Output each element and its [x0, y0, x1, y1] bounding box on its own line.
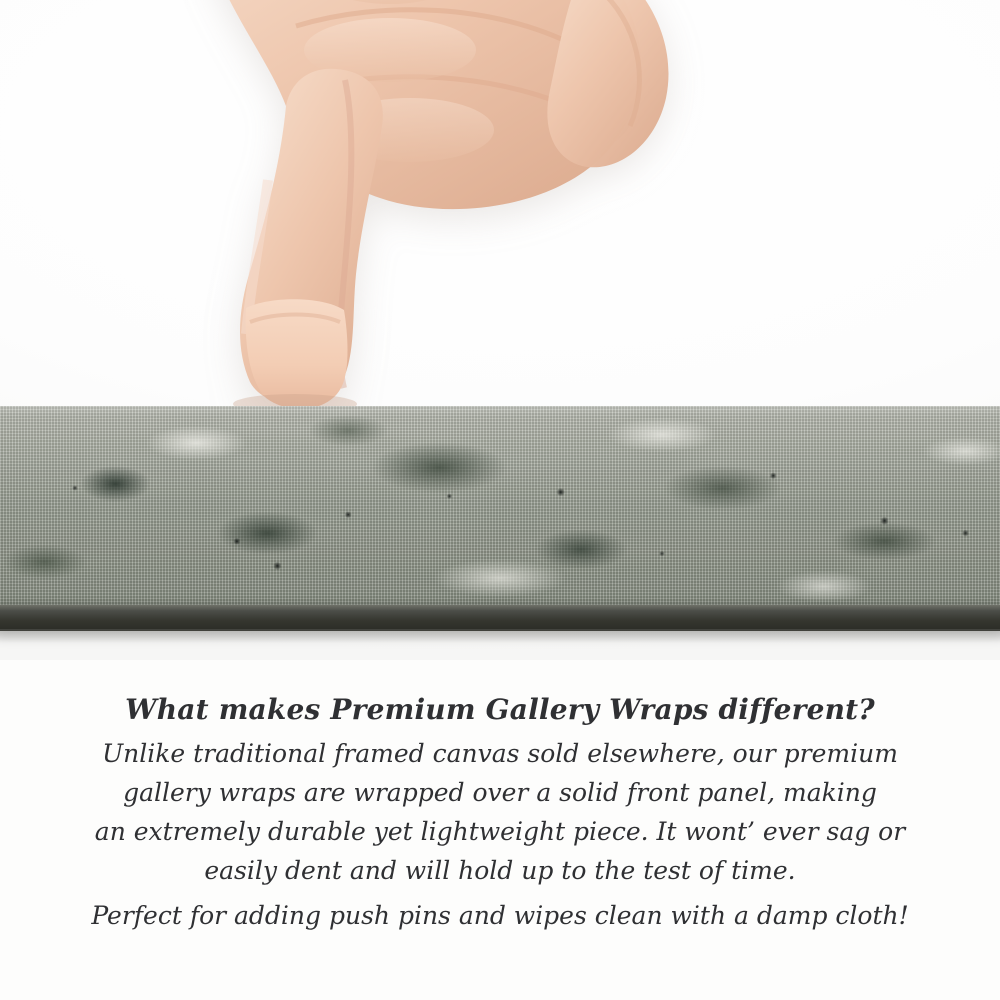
- caption-line-2: gallery wraps are wrapped over a solid front panel, making: [123, 778, 877, 807]
- caption-final-line: Perfect for adding push pins and wipes clean with a damp cloth!: [91, 901, 909, 930]
- hand-illustration: [90, 0, 710, 430]
- caption-block: [0, 690, 1000, 935]
- canvas-wrap-slab: [0, 406, 1000, 638]
- canvas-drop-shadow: [0, 629, 1000, 643]
- caption-title: What makes Premium Gallery Wraps different?: [125, 693, 875, 726]
- canvas-front-edge: [0, 605, 1000, 631]
- caption-line-3: an extremely durable yet lightweight piece. It wont’ ever sag or: [94, 817, 906, 846]
- canvas-texture-speckles: [0, 406, 1000, 611]
- caption-line-1: Unlike traditional framed canvas sold elsewhere, our premium: [102, 739, 898, 768]
- caption-line-4: easily dent and will hold up to the test of time.: [204, 856, 796, 885]
